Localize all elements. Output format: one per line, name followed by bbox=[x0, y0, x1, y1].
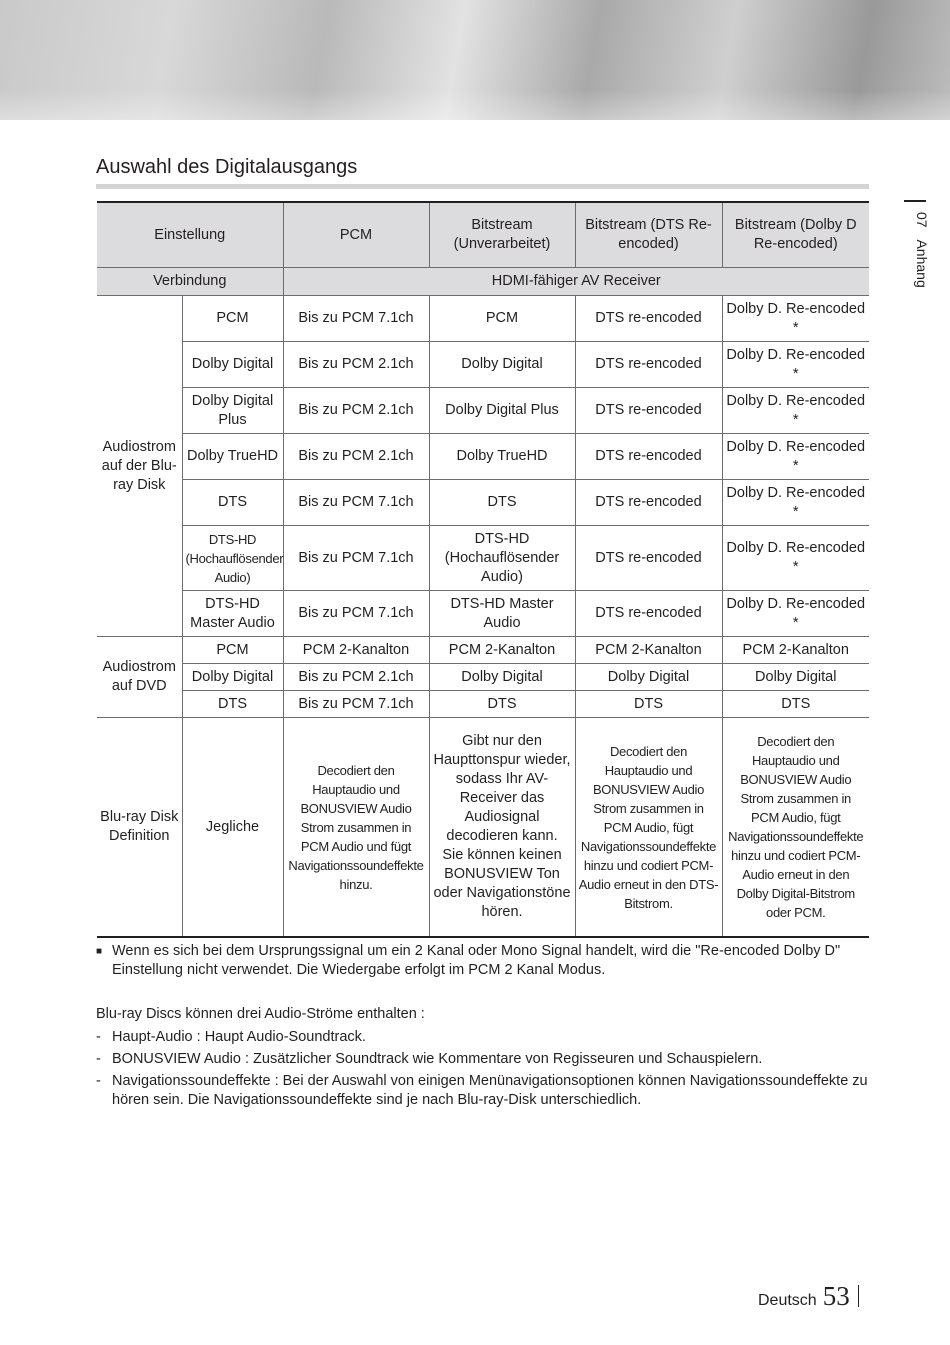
list-item: - Navigationssoundeffekte : Bei der Auswahl von einigen Menünavigationsoptionen können Navigationssoundeffekte zu hören sein. Die Navigationssoundeffekte sind je nach Blu-ray-Disk unterschiedlich. bbox=[96, 1073, 868, 1108]
header-gradient-band bbox=[0, 0, 950, 120]
dolby-cell: Dolby D. Re-encoded * bbox=[722, 296, 869, 342]
header-bitstream-dts: Bitstream (DTS Re-encoded) bbox=[575, 202, 722, 268]
table-row bbox=[97, 718, 869, 938]
dts-cell: DTS bbox=[575, 691, 722, 718]
dolby-cell: Decodiert den Hauptaudio und BONUSVIEW Audio Strom zusammen in PCM Audio, fügt Navigationssoundeffekte hinzu und codiert PCM-Audio erneut in den Dolby Digital-Bitstrom oder PCM. bbox=[722, 718, 869, 938]
table-header-row bbox=[97, 202, 869, 268]
chapter-side-tab bbox=[900, 212, 930, 312]
table-row bbox=[97, 342, 869, 388]
table-row bbox=[97, 637, 869, 664]
raw-cell: Dolby Digital Plus bbox=[429, 388, 575, 434]
dts-cell: DTS re-encoded bbox=[575, 342, 722, 388]
dts-cell: PCM 2-Kanalton bbox=[575, 637, 722, 664]
raw-cell: DTS bbox=[429, 480, 575, 526]
header-bitstream-dolby: Bitstream (Dolby D Re-encoded) bbox=[722, 202, 869, 268]
source-cell: Dolby Digital Plus bbox=[182, 388, 283, 434]
raw-cell: Dolby Digital bbox=[429, 342, 575, 388]
dts-cell: DTS re-encoded bbox=[575, 526, 722, 591]
chapter-number: 07 bbox=[914, 212, 930, 228]
note-marker: ■ bbox=[96, 946, 103, 957]
pcm-cell: Decodiert den Hauptaudio und BONUSVIEW Audio Strom zusammen in PCM Audio und fügt Navigationssoundeffekte hinzu. bbox=[283, 718, 429, 938]
pcm-cell: Bis zu PCM 2.1ch bbox=[283, 342, 429, 388]
dts-cell: DTS re-encoded bbox=[575, 434, 722, 480]
title-divider bbox=[96, 184, 869, 189]
dolby-cell: Dolby D. Re-encoded * bbox=[722, 342, 869, 388]
raw-cell: PCM bbox=[429, 296, 575, 342]
source-cell: Dolby Digital bbox=[182, 664, 283, 691]
table-row bbox=[97, 434, 869, 480]
dolby-cell: Dolby D. Re-encoded * bbox=[722, 591, 869, 637]
raw-cell: DTS bbox=[429, 691, 575, 718]
source-cell: DTS bbox=[182, 691, 283, 718]
pcm-cell: Bis zu PCM 7.1ch bbox=[283, 526, 429, 591]
list-item-text: BONUSVIEW Audio : Zusätzlicher Soundtrack wie Kommentare von Regisseuren und Schauspielern. bbox=[112, 1051, 763, 1067]
list-item-text: Navigationssoundeffekte : Bei der Auswahl von einigen Menünavigationsoptionen können Navigationssoundeffekte zu hören sein. Die Navigationssoundeffekte sind je nach Blu-ray-Disk unterschiedlich. bbox=[112, 1073, 868, 1108]
group-label-definition: Blu-ray Disk Definition bbox=[97, 718, 182, 938]
raw-cell: Dolby TrueHD bbox=[429, 434, 575, 480]
chapter-label: Anhang bbox=[914, 239, 930, 288]
dolby-cell: Dolby D. Re-encoded * bbox=[722, 526, 869, 591]
footer-divider bbox=[858, 1285, 859, 1307]
header-setting: Einstellung bbox=[97, 202, 283, 268]
table-row bbox=[97, 691, 869, 718]
list-item: - Haupt-Audio : Haupt Audio-Soundtrack. bbox=[96, 1029, 366, 1045]
dts-cell: DTS re-encoded bbox=[575, 296, 722, 342]
side-tab-rule bbox=[904, 200, 926, 202]
source-cell: PCM bbox=[182, 296, 283, 342]
pcm-cell: Bis zu PCM 7.1ch bbox=[283, 691, 429, 718]
table-row bbox=[97, 526, 869, 591]
source-cell: DTS bbox=[182, 480, 283, 526]
dolby-cell: Dolby D. Re-encoded * bbox=[722, 388, 869, 434]
source-cell: Dolby Digital bbox=[182, 342, 283, 388]
source-cell: Dolby TrueHD bbox=[182, 434, 283, 480]
pcm-cell: Bis zu PCM 2.1ch bbox=[283, 388, 429, 434]
footnote bbox=[96, 942, 869, 980]
source-cell: Jegliche bbox=[182, 718, 283, 938]
dolby-cell: Dolby Digital bbox=[722, 664, 869, 691]
raw-cell-line-1: Gibt nur den Haupttonspur wieder, sodass Ihr AV-Receiver das Audiosignal decodieren kann. bbox=[433, 733, 571, 844]
pcm-cell: Bis zu PCM 2.1ch bbox=[283, 434, 429, 480]
pcm-cell: PCM 2-Kanalton bbox=[283, 637, 429, 664]
dolby-cell: Dolby D. Re-encoded * bbox=[722, 480, 869, 526]
header-pcm: PCM bbox=[283, 202, 429, 268]
dts-cell: DTS re-encoded bbox=[575, 591, 722, 637]
table-row bbox=[97, 480, 869, 526]
dolby-cell: DTS bbox=[722, 691, 869, 718]
pcm-cell: Bis zu PCM 7.1ch bbox=[283, 480, 429, 526]
table-row bbox=[97, 296, 869, 342]
section-title: Auswahl des Digitalausgangs bbox=[96, 156, 358, 178]
connection-label: Verbindung bbox=[97, 268, 283, 296]
digital-output-table bbox=[97, 201, 869, 938]
raw-cell-line-2: Sie können keinen BONUSVIEW Ton oder Navigationstöne hören. bbox=[433, 847, 571, 920]
table-row bbox=[97, 664, 869, 691]
raw-cell: Dolby Digital bbox=[429, 664, 575, 691]
group-label-bluray: Audiostrom auf der Blu-ray Disk bbox=[97, 296, 182, 637]
pcm-cell: Bis zu PCM 7.1ch bbox=[283, 591, 429, 637]
page-footer bbox=[758, 1281, 859, 1311]
pcm-cell: Bis zu PCM 7.1ch bbox=[283, 296, 429, 342]
connection-value: HDMI-fähiger AV Receiver bbox=[283, 268, 869, 296]
dts-cell: Dolby Digital bbox=[575, 664, 722, 691]
raw-cell: PCM 2-Kanalton bbox=[429, 637, 575, 664]
table-row bbox=[97, 591, 869, 637]
definition-list bbox=[96, 1028, 869, 1113]
raw-cell bbox=[429, 718, 575, 938]
header-bitstream-raw: Bitstream (Unverarbeitet) bbox=[429, 202, 575, 268]
dts-cell: DTS re-encoded bbox=[575, 480, 722, 526]
dts-cell: Decodiert den Hauptaudio und BONUSVIEW Audio Strom zusammen in PCM Audio, fügt Navigationssoundeffekte hinzu und codiert PCM-Audio erneut in den DTS-Bitstrom. bbox=[575, 718, 722, 938]
raw-cell: DTS-HD Master Audio bbox=[429, 591, 575, 637]
list-item-text: Haupt-Audio : Haupt Audio-Soundtrack. bbox=[112, 1029, 366, 1045]
intro-text: Blu-ray Discs können drei Audio-Ströme enthalten : bbox=[96, 1006, 425, 1022]
group-label-dvd: Audiostrom auf DVD bbox=[97, 637, 182, 718]
footer-language: Deutsch bbox=[758, 1292, 817, 1309]
source-cell: DTS-HD (Hochauflösender Audio) bbox=[182, 526, 283, 591]
dolby-cell: Dolby D. Re-encoded * bbox=[722, 434, 869, 480]
page-number: 53 bbox=[822, 1281, 850, 1311]
table-row bbox=[97, 388, 869, 434]
raw-cell: DTS-HD (Hochauflösender Audio) bbox=[429, 526, 575, 591]
source-cell: PCM bbox=[182, 637, 283, 664]
pcm-cell: Bis zu PCM 2.1ch bbox=[283, 664, 429, 691]
source-cell: DTS-HD Master Audio bbox=[182, 591, 283, 637]
dts-cell: DTS re-encoded bbox=[575, 388, 722, 434]
connection-row bbox=[97, 268, 869, 296]
dolby-cell: PCM 2-Kanalton bbox=[722, 637, 869, 664]
note-text: Wenn es sich bei dem Ursprungssignal um ein 2 Kanal oder Mono Signal handelt, wird die "Re-encoded Dolby D" Einstellung nicht verwendet. Die Wiedergabe erfolgt im PCM 2 Kanal Modus. bbox=[112, 943, 841, 978]
list-item: - BONUSVIEW Audio : Zusätzlicher Soundtrack wie Kommentare von Regisseuren und Schauspielern. bbox=[96, 1051, 763, 1067]
